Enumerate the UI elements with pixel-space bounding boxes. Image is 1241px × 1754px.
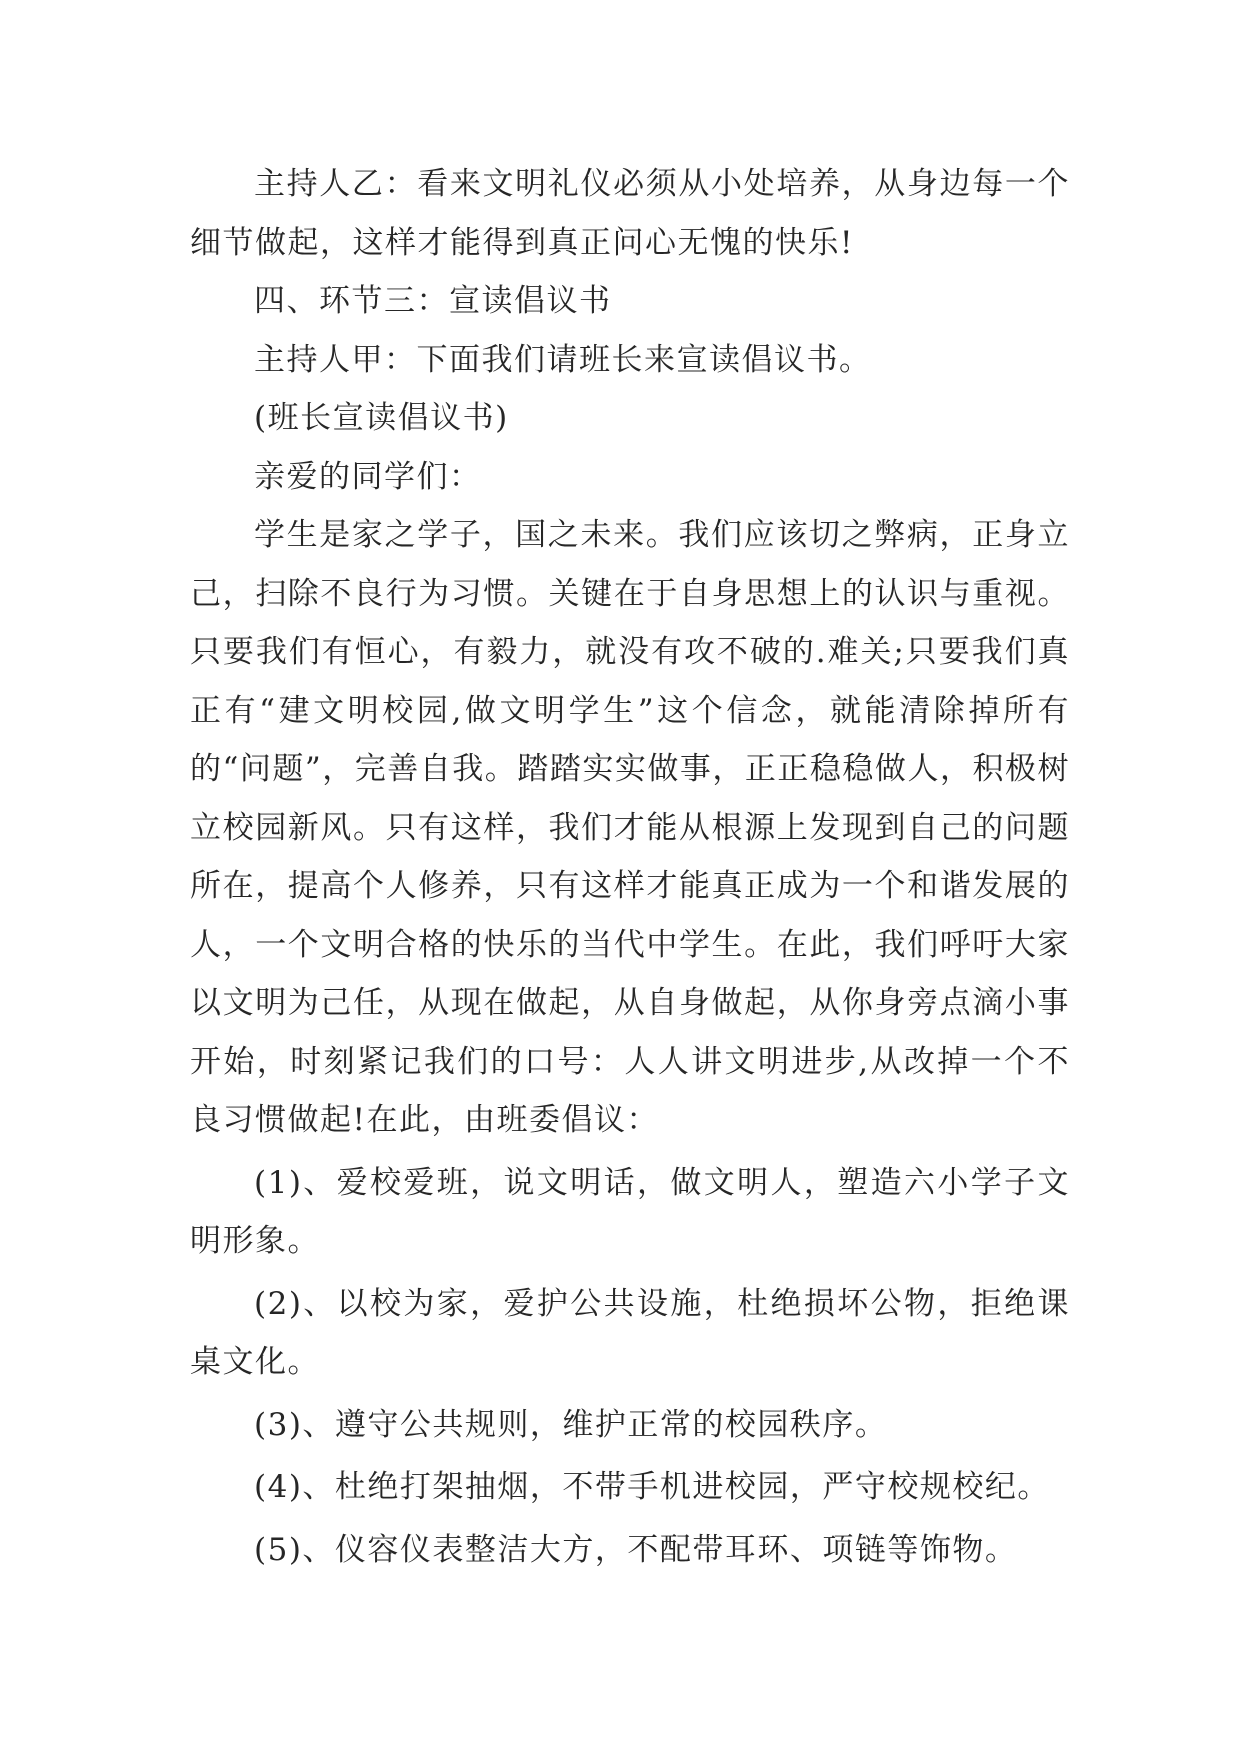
salutation: 亲爱的同学们： [254, 458, 482, 495]
proposal-item-3: (3)、遵守公共规则，维护正常的校园秩序。 [254, 1406, 888, 1443]
proposal-item-5: (5)、仪容仪表整洁大方，不配带耳环、项链等饰物。 [254, 1531, 1018, 1568]
section-heading-segment-three: 四、环节三：宣读倡议书 [254, 283, 612, 319]
proposal-item-4: (4)、杜绝打架抽烟，不带手机进校园，严守校规校纪。 [254, 1469, 1050, 1505]
paragraph-host-b: 主持人乙：看来文明礼仪必须从小处培养，从身边每一个细节做起，这样才能得到真正问心无愧的快乐! [190, 166, 1070, 261]
stage-direction: (班长宣读倡议书) [254, 400, 509, 436]
paragraph-host-a: 主持人甲：下面我们请班长来宣读倡议书。 [254, 341, 872, 378]
proposal-item-1: (1)、爱校爱班，说文明话，做文明人，塑造六小学子文明形象。 [190, 1164, 1070, 1259]
document-body [190, 155, 1070, 1579]
proposal-body: 学生是家之学子，国之未来。我们应该切之弊病，正身立己，扫除不良行为习惯。关键在于自身思想上的认识与重视。只要我们有恒心，有毅力，就没有攻不破的.难关;只要我们真正有“建文明校园,做文明学生”这个信念，就能清除掉所有的“问题”，完善自我。踏踏实实做事，正正稳稳做人，积极树立校园新风。只有这样，我们才能从根源上发现到自己的问题所在，提高个人修养，只有这样才能真正成为一个和谐发展的人，一个文明合格的快乐的当代中学生。在此，我们呼吁大家以文明为己任，从现在做起，从自身做起，从你身旁点滴小事开始，时刻紧记我们的口号：人人讲文明进步,从改掉一个不良习惯做起!在此，由班委倡议： [190, 517, 1070, 1138]
proposal-item-2: (2)、以校为家，爱护公共设施，杜绝损坏公物，拒绝课桌文化。 [190, 1285, 1070, 1380]
